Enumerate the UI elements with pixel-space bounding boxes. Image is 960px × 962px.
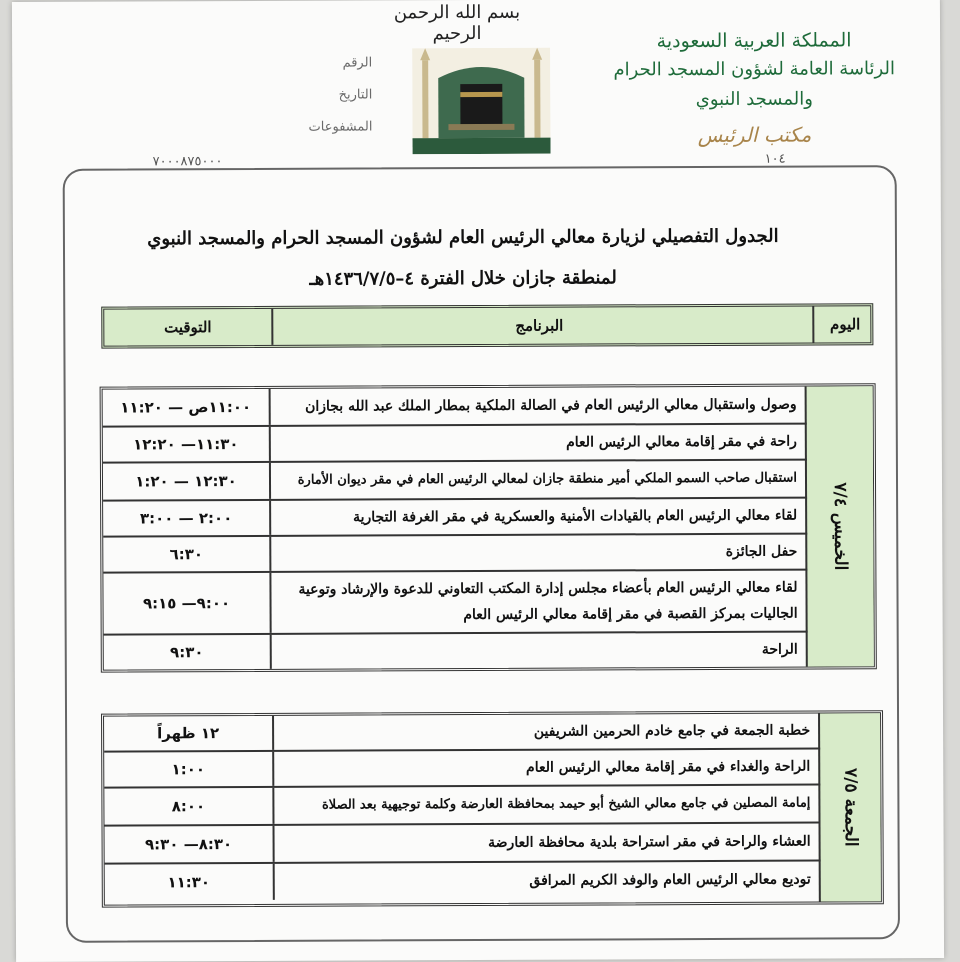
row-program: لقاء معالي الرئيس العام بأعضاء مجلس إدارة المكتب التعاوني للدعوة والإرشاد وتوعية الجاليات بمركز القصبة في مقر إقامة معالي الرئيس العام [298,579,798,624]
header-time: التوقيت [164,318,212,337]
row-time: ٨:٣٠— ٩:٣٠ [105,826,275,863]
phone-number: ٧٠٠٠٨٧٥٠٠٠ [152,154,223,170]
day-cell: الجمعة ٧/٥ [818,713,881,901]
day-block-friday [101,710,884,907]
table-row [103,571,807,636]
number-label: الرقم [342,55,373,71]
table-row [104,786,820,827]
document-meta [262,55,372,151]
row-time: ٨:٠٠ [104,788,274,825]
page-number: ١٠٤ [764,151,786,167]
row-program: توديع معالي الرئيس العام والوفد الكريم المرافق [529,871,811,889]
row-time: ١١:٣٠— ١٢:٢٠ [103,427,271,462]
header-program: البرنامج [515,316,564,335]
table-header [101,303,873,348]
row-time: ١:٠٠ [104,752,274,787]
row-program: الراحة والغداء في مقر إقامة معالي الرئيس العام [526,758,811,776]
table-row [105,824,821,865]
org-country: المملكة العربية السعودية [656,29,852,53]
row-program: وصول واستقبال معالي الرئيس العام في الصالة الملكية بمطار الملك عبد الله بجازان [305,396,797,415]
table-row [103,535,807,574]
header-day: اليوم [829,315,861,334]
row-program: حفل الجائزة [725,543,798,560]
table-row [104,714,820,753]
row-program: خطبة الجمعة في جامع خادم الحرمين الشريفين [533,722,811,740]
org-office: مكتب الرئيس [697,122,812,148]
table-row [103,499,807,538]
row-program: العشاء والراحة في مقر استراحة بلدية محافظة العارضة [488,833,811,851]
row-time: ٦:٣٠ [103,537,271,572]
attachments-label: المشفوعات [308,119,373,135]
row-program: لقاء معالي الرئيس العام بالقيادات الأمنية والعسكرية في مقر الغرفة التجارية [353,507,798,526]
day-cell: الخميس ٧/٤ [805,386,874,666]
row-program: استقبال صاحب السمو الملكي أمير منطقة جازان لمعالي الرئيس العام في مقر ديوان الأمارة [297,470,798,488]
row-time: ١٢ ظهراً [104,716,274,751]
row-program: راحة في مقر إقامة معالي الرئيس العام [566,433,797,451]
org-presidency: الرئاسة العامة لشؤون المسجد الحرام والمسجد النبوي [613,58,895,111]
table-row [104,750,820,789]
date-label: التاريخ [338,87,373,103]
row-time: ٩:٠٠— ٩:١٥ [103,573,271,634]
document-page [12,0,944,962]
table-row [105,862,821,901]
schedule-title: الجدول التفصيلي لزيارة معالي الرئيس العام لشؤون المسجد الحرام والمسجد النبوي [147,225,779,250]
table-row [103,425,807,464]
row-time: ٢:٠٠ — ٣:٠٠ [103,501,271,536]
schedule-subtitle: لمنطقة جازان خلال الفترة ٤–١٤٣٦/٧/٥هـ [309,267,617,290]
row-time: ١١:٠٠ص — ١١:٢٠ [103,389,271,426]
organization-header [604,26,905,155]
row-time: ٩:٣٠ [104,635,272,670]
table-row [103,387,807,428]
row-program: الراحة [761,641,798,658]
row-time: ١١:٣٠ [105,864,275,901]
bismillah: بسم الله الرحمن الرحيم [393,1,521,45]
row-time: ١٢:٣٠ — ١:٢٠ [103,463,271,500]
day-block-thursday [100,383,877,672]
row-program: إمامة المصلين في جامع معالي الشيخ أبو حيمد بمحافظة العارضة وكلمة توجيهية بعد الصلاة [321,795,811,813]
table-row [103,461,807,502]
table-row [104,633,808,670]
kaaba-mosque-emblem-icon [412,48,550,155]
